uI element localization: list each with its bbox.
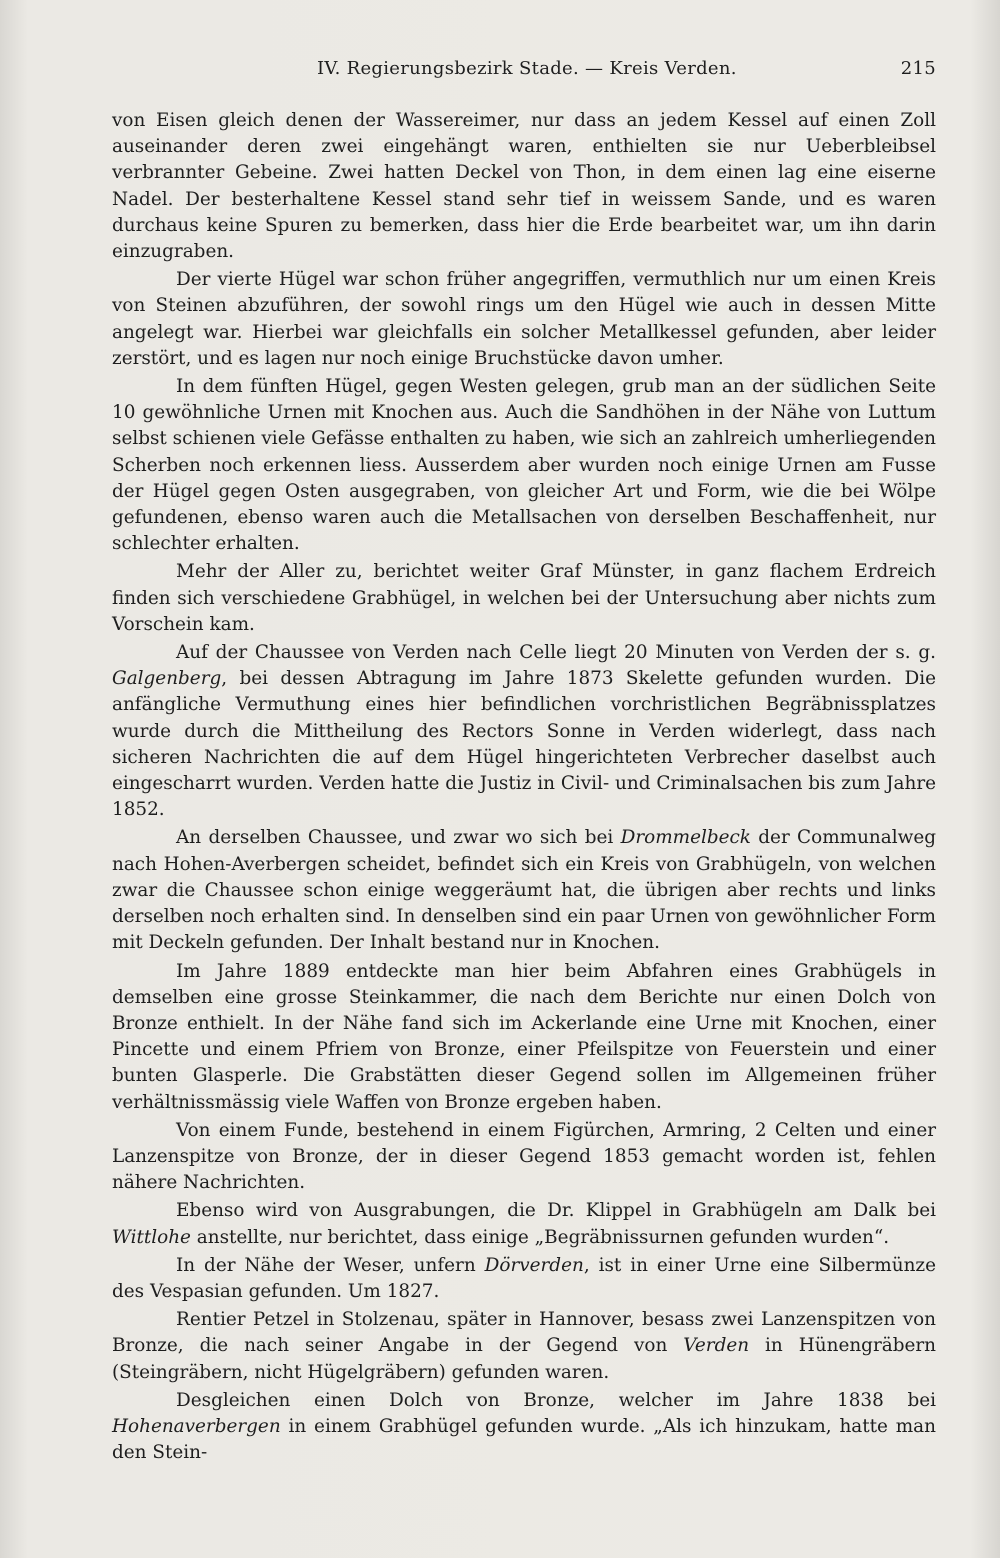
paragraph xyxy=(112,825,936,956)
paragraph-text: Rentier Petzel in Stolzenau, später in Hannover, besass zwei Lanzenspitzen von Bronze, die nach seiner Angabe in der Gegend von xyxy=(112,1309,936,1357)
paragraph-text: Desgleichen einen Dolch von Bronze, welcher im Jahre 1838 bei xyxy=(176,1389,936,1411)
paragraph-text: in Hünengräbern (Steingräbern, nicht Hügelgräbern) gefunden waren. xyxy=(112,1335,936,1383)
paragraph-text: An derselben Chaussee, und zwar wo sich bei xyxy=(176,827,621,849)
paragraph: In dem fünften Hügel, gegen Westen gelegen, grub man an der südlichen Seite 10 gewöhnliche Urnen mit Knochen aus. Auch die Sandhöhen in der Nähe von Luttum selbst schienen viele Gefässe enthalten zu haben, wie sich an zahlreich umherliegenden Scherben noch erkennen liess. Ausserdem aber wurden noch einige Urnen am Fusse der Hügel gegen Osten ausgegraben, von gleicher Art und Form, wie die bei Wölpe gefundenen, ebenso waren auch die Metallsachen von derselben Beschaffenheit, nur schlechter erhalten. xyxy=(112,376,936,555)
paragraph: Der vierte Hügel war schon früher angegriffen, vermuthlich nur um einen Kreis von Steinen abzuführen, der sowohl rings um den Hügel wie auch in dessen Mitte angelegt war. Hierbei war gleichfalls ein solcher Metallkessel gefunden, aber leider zerstört, und es lagen nur noch einige Bruchstücke davon umher. xyxy=(112,269,936,369)
page-number: 215 xyxy=(900,58,936,79)
paragraph-text: , bei dessen Abtragung im Jahre 1873 Skelette gefunden wurden. Die anfängliche Vermuthung eines hier befindlichen vorchristlichen Begräbnissplatzes wurde durch die Mittheilung des Rectors Sonne in Verden widerlegt, dass nach sicheren Nachrichten die auf dem Hügel hingerichteten Verbrecher daselbst auch eingescharrt wurden. Verden hatte die Justiz in Civil- und Criminalsachen bis zum Jahre 1852. xyxy=(112,668,936,821)
paragraph-text: In der Nähe der Weser, unfern xyxy=(176,1254,485,1276)
paragraph-text: Auf der Chaussee von Verden nach Celle liegt 20 Minuten von Verden der s. g. xyxy=(176,642,936,664)
paragraph xyxy=(112,1307,936,1386)
running-header xyxy=(112,58,936,88)
paragraph: Von einem Funde, bestehend in einem Figürchen, Armring, 2 Celten und einer Lanzenspitze von Bronze, der in dieser Gegend 1853 gemacht worden ist, fehlen nähere Nachrichten. xyxy=(112,1119,936,1194)
paragraph: von Eisen gleich denen der Wassereimer, nur dass an jedem Kessel auf einen Zoll auseinander deren zwei eingehängt waren, enthielten sie nur Ueberbleibsel verbrannter Gebeine. Zwei hatten Deckel von Thon, in dem einen lag eine eiserne Nadel. Der besterhaltene Kessel stand sehr tief in weissem Sande, und es waren durchaus keine Spuren zu bemerken, dass hier die Erde bearbeitet war, um ihn darin einzugraben. xyxy=(112,110,936,263)
paragraph-text: in einem Grabhügel gefunden wurde. „Als ich hinzukam, hatte man den Stein- xyxy=(112,1415,936,1464)
paragraph xyxy=(112,1253,936,1305)
paragraph-text: anstellte, nur berichtet, dass einige „Begräbnissurnen gefunden wurden“. xyxy=(190,1226,890,1248)
paragraph: Mehr der Aller zu, berichtet weiter Graf Münster, in ganz flachem Erdreich finden sich verschiedene Grabhügel, in welchen bei der Untersuchung aber nichts zum Vorschein kam. xyxy=(112,561,936,635)
paragraph xyxy=(112,640,936,823)
place-name: Drommelbeck xyxy=(620,827,751,849)
place-name: Hohenaverbergen xyxy=(112,1415,281,1437)
place-name: Verden xyxy=(683,1335,750,1357)
place-name: Galgenberg xyxy=(112,668,222,690)
paragraph xyxy=(112,1198,936,1250)
body-text xyxy=(112,108,936,1468)
paragraph xyxy=(112,1388,936,1467)
paragraph-text: , ist in einer Urne eine Silbermünze des Vespasian gefunden. Um 1827. xyxy=(112,1254,936,1302)
paragraph-text: der Communalweg nach Hohen-Averbergen scheidet, befindet sich ein Kreis von Grabhügeln, von welchen zwar die Chaussee schon einige weggeräumt hat, die übrigen aber rechts und links derselben noch erhalten sind. In denselben sind ein paar Urnen von gewöhnlicher Form mit Deckeln gefunden. Der Inhalt bestand nur in Knochen. xyxy=(112,827,937,954)
place-name: Wittlohe xyxy=(112,1226,191,1248)
paragraph: Im Jahre 1889 entdeckte man hier beim Abfahren eines Grabhügels in demselben eine grosse Steinkammer, die nach dem Berichte nur einen Dolch von Bronze enthielt. In der Nähe fand sich im Ackerlande eine Urne mit Knochen, einer Pincette und einem Pfriem von Bronze, einer Pfeilspitze von Feuerstein und einer bunten Glasperle. Die Grabstätten dieser Gegend sollen im Allgemeinen früher verhältnissmässig viele Waffen von Bronze ergeben haben. xyxy=(112,960,936,1113)
running-title: IV. Regierungsbezirk Stade. — Kreis Verden. xyxy=(317,58,737,79)
place-name: Dörverden xyxy=(484,1254,584,1276)
paragraph-text: Ebenso wird von Ausgrabungen, die Dr. Klippel in Grabhügeln am Dalk bei xyxy=(176,1200,936,1222)
